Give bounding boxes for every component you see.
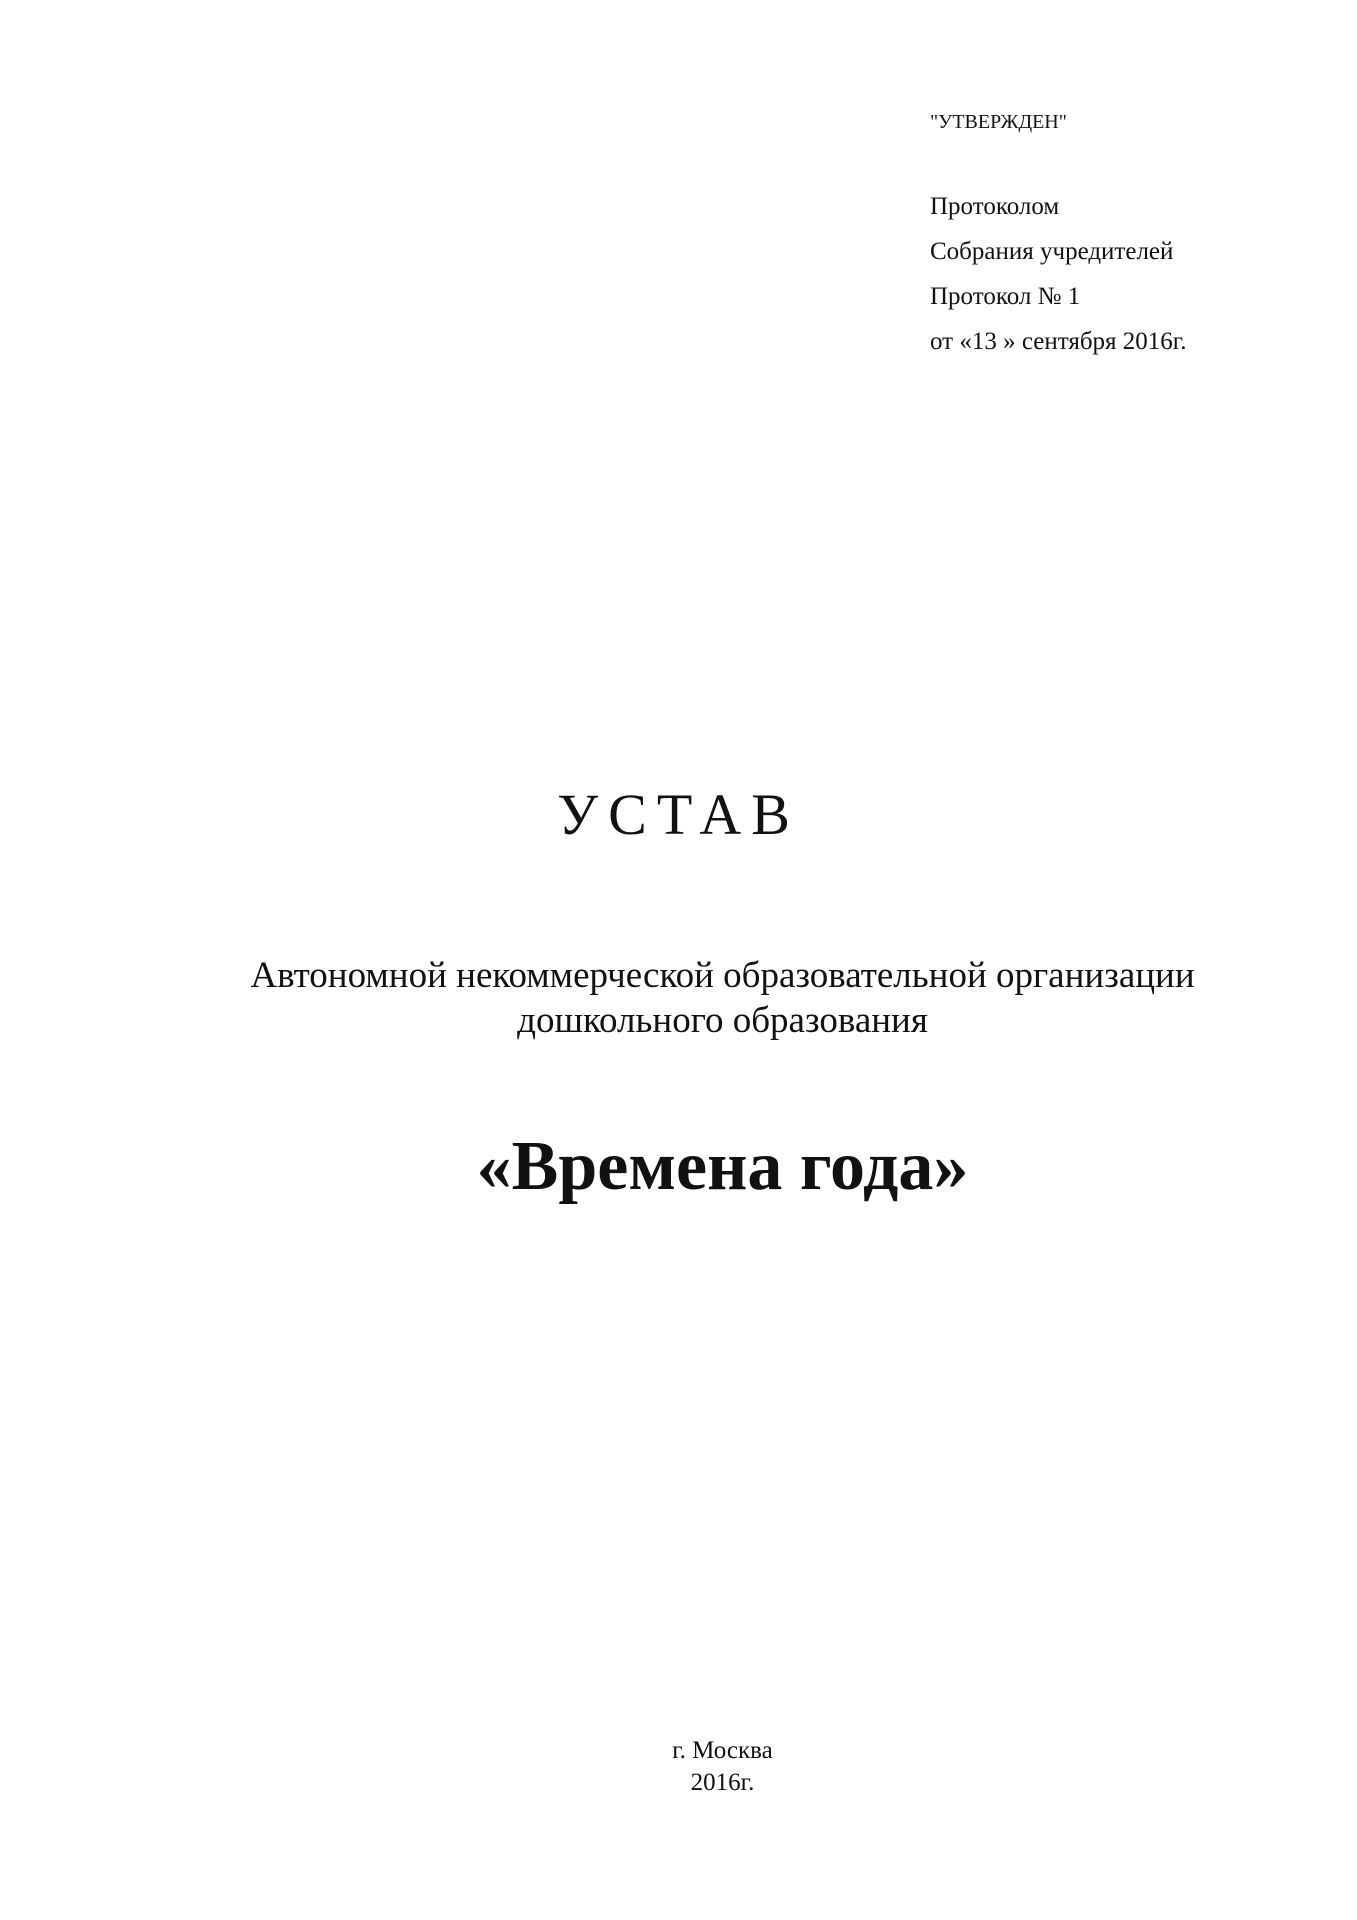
organization-line-1: Автономной некоммерческой образовательной организации — [250, 955, 1195, 996]
approval-line-protocol-by: Протоколом — [930, 193, 1060, 220]
organization-description — [0, 953, 1357, 1043]
approval-line-assembly: Собрания учредителей — [930, 238, 1174, 265]
organization-name: «Времена года» — [476, 1128, 969, 1205]
footer-city: г. Москва — [672, 1737, 773, 1764]
approval-line-protocol-number: Протокол № 1 — [930, 283, 1081, 310]
approval-stamp: "УТВЕРЖДЕН" — [930, 111, 1067, 133]
footer-year: 2016г. — [690, 1769, 755, 1796]
approval-block — [930, 110, 1330, 364]
approval-line-date: от «13 » сентября 2016г. — [930, 328, 1187, 355]
document-title: УСТАВ — [557, 782, 800, 847]
organization-line-2: дошкольного образования — [517, 1000, 928, 1041]
footer-place-date — [0, 1735, 1357, 1799]
